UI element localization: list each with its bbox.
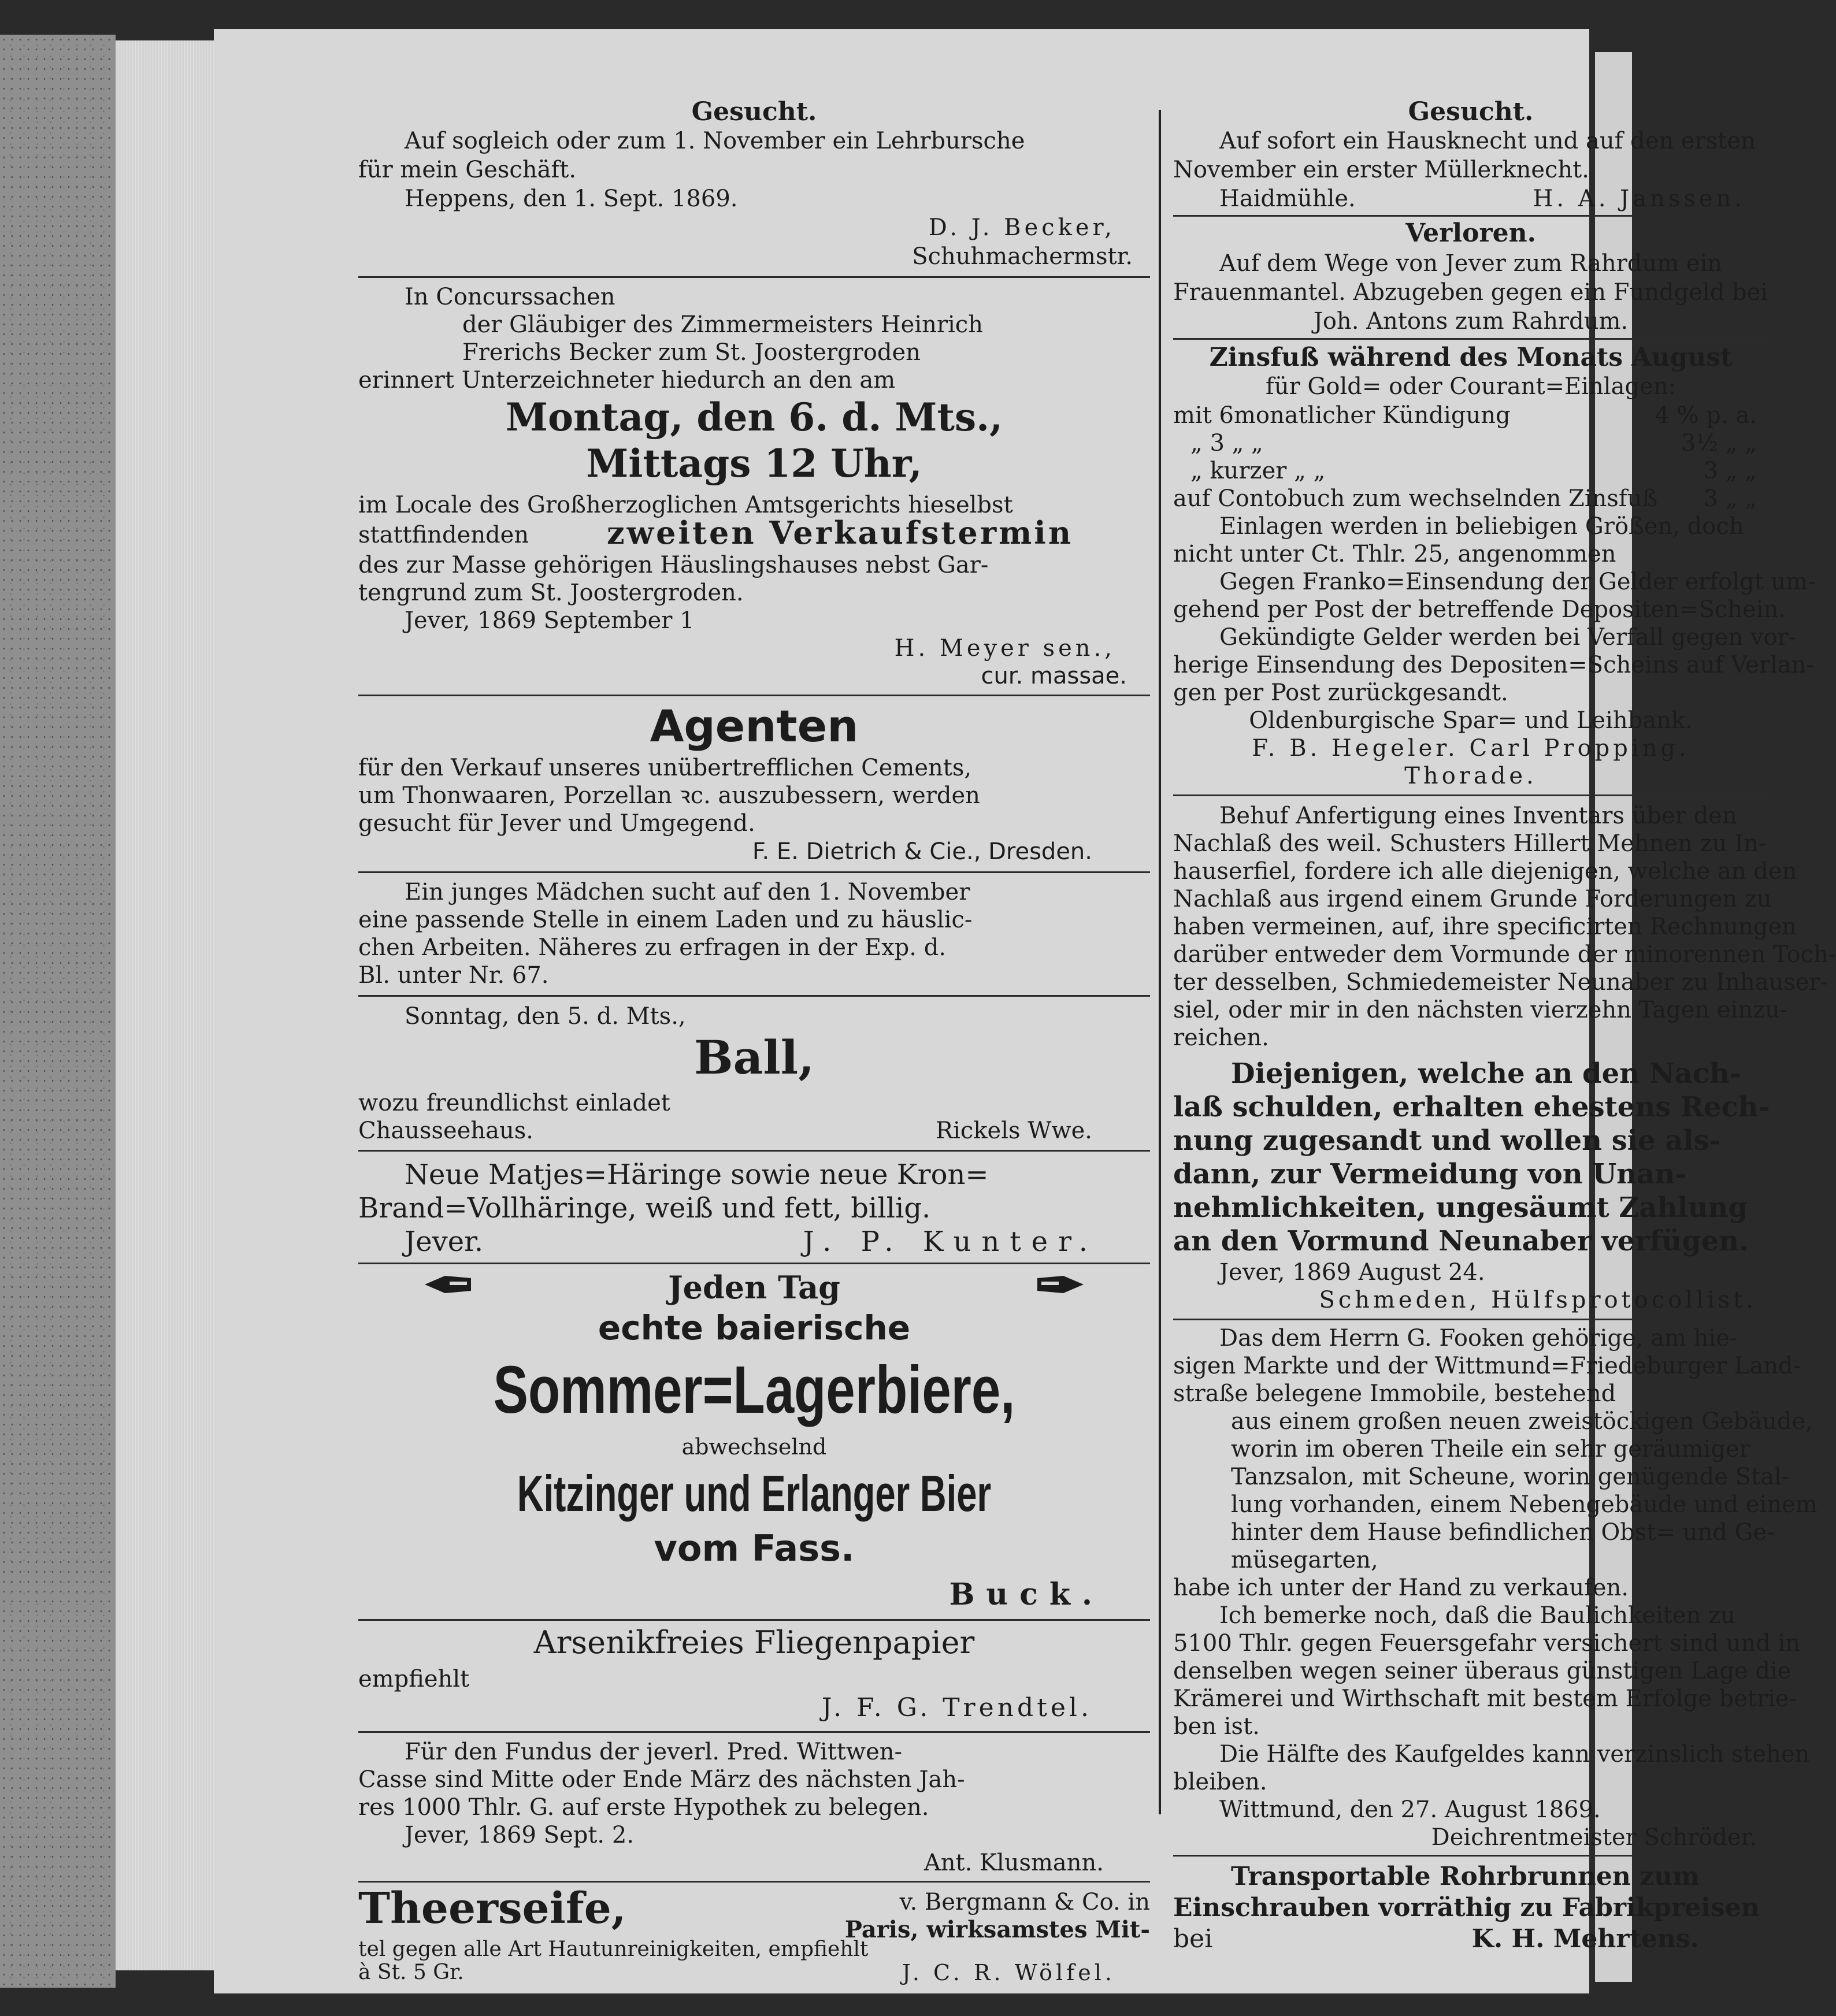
ad-text-line: für Gold= oder Courant=Einlagen: [1266,373,1676,400]
ad-text-line: Brand=Vollhäringe, weiß und fett, billig. [358,1192,931,1224]
ad-bold-line: Einschrauben vorräthig zu Fabrikpreisen [1173,1893,1760,1922]
signature: H. A. Janssen. [1533,185,1745,212]
ad-bold-line: Diejenigen, welche an den Nach- [1231,1057,1741,1090]
ad-heading: Verloren. [1405,218,1536,248]
ad-heading: Ball, [693,1030,815,1085]
place-date: Jever, 1869 September 1 [405,607,695,634]
ad-divider [358,995,1150,997]
ad-text-line: Casse sind Mitte oder Ende März des nächsten Jah- [358,1766,965,1793]
ad-text-line: Auf sofort ein Hausknecht und auf den ersten [1219,128,1756,154]
rate-label: auf Contobuch zum wechselnden Zinsfuß [1173,485,1658,512]
ad-text-line: gen per Post zurückgesandt. [1173,680,1508,706]
place-date: Jever, 1869 August 24. [1219,1259,1485,1286]
ad-heading: Theerseife, [358,1884,626,1933]
ad-text-line: straße belegene Immobile, bestehend [1173,1380,1616,1407]
ad-big-line: Mittags 12 Uhr, [586,441,922,486]
ad-text-line: Gekündigte Gelder werden bei Verfall gegen vor- [1219,624,1797,651]
ad-bold-line: nung zugesandt und wollen sie als- [1173,1124,1721,1157]
ad-divider [1173,338,1768,340]
ad-text-line: im Locale des Großherzoglichen Amtsgerichts hieselbst [358,492,1013,518]
ad-text-line: chen Arbeiten. Näheres zu erfragen in der Exp. d. [358,934,947,961]
signature: Schmeden, Hülfsprotocollist. [1319,1287,1757,1313]
signature: J. F. G. Trendtel. [821,1693,1092,1722]
ad-text-line: Jeden Tag [668,1269,840,1306]
signature-line2: Schuhmachermstr. [912,243,1133,270]
ad-text-line: für den Verkauf unseres unübertrefflichen Cements, [358,755,972,781]
signature-line2: cur. massae. [981,663,1127,689]
signature: J. P. Kunter. [803,1226,1098,1258]
ad-text-line: der Gläubiger des Zimmermeisters Heinrich [462,311,983,338]
rate-label: „ kurzer „ „ [1190,458,1326,484]
ad-text-line: vom Fass. [654,1527,855,1569]
ad-text-line: Auf dem Wege von Jever zum Rahrdum ein [1219,250,1723,277]
ad-text-line: Frerichs Becker zum St. Joostergroden [462,339,921,366]
ad-bold-line: an den Vormund Neunaber verfügen. [1173,1225,1749,1257]
ad-text-line: tengrund zum St. Joostergroden. [358,580,744,606]
ad-text-line: um Thonwaaren, Porzellan ꝛc. auszubessern, werden [358,782,980,809]
ad-bold-line: zweiten Verkaufstermin [607,514,1074,551]
pointing-hand-right-icon [1034,1270,1086,1299]
ad-heading: Gesucht. [1408,97,1534,127]
ad-text-line: Die Hälfte des Kaufgeldes kann verzinslich stehen [1219,1741,1810,1768]
ad-text-line: v. Bergmann & Co. in [899,1889,1150,1915]
ad-big-line: Sommer=Lagerbiere, [493,1352,1015,1427]
rate-label: „ 3 „ „ [1190,430,1263,456]
newspaper-page [214,29,1836,1993]
rate-value: 3 „ „ [1703,485,1757,512]
ad-divider [1173,1319,1768,1320]
place: Jever. [405,1226,484,1258]
rate-value: 3½ „ „ [1681,430,1757,456]
ad-text-line: wozu freundlichst einladet [358,1090,670,1116]
ad-divider [358,1881,1150,1883]
ad-text-line: Nachlaß aus irgend einem Grunde Forderungen zu [1173,886,1772,912]
page-edges [116,40,220,1970]
ad-text-line: echte baierische [598,1308,911,1347]
signature: Thorade. [1404,763,1537,789]
ad-text-line: November ein erster Müllerknecht. [1173,157,1589,183]
ad-text-line: lung vorhanden, einem Nebengebäude und einem [1231,1491,1818,1518]
ad-text-line: Frauenmantel. Abzugeben gegen ein Fundgeld bei [1173,279,1768,306]
ad-divider [358,1150,1150,1152]
ad-text-line: empfiehlt [358,1666,470,1692]
signature: Deichrentmeister Schröder. [1431,1824,1757,1851]
ad-text-line: Ein junges Mädchen sucht auf den 1. November [405,879,970,905]
book-cover [0,35,116,1988]
ad-text-line: reichen. [1173,1024,1269,1051]
ad-divider [1173,1855,1768,1857]
ad-divider [1173,215,1768,217]
ad-text-line: Das dem Herrn G. Fooken gehörige, am hie- [1219,1325,1738,1352]
ad-text-line: res 1000 Thlr. G. auf erste Hypothek zu belegen. [358,1794,929,1821]
signature: H. Meyer sen., [894,635,1115,662]
ad-text-line: In Concurssachen [405,284,615,310]
ad-big-line: Montag, den 6. d. Mts., [505,395,1003,440]
place: Haidmühle. [1219,185,1356,212]
ad-text-line: Gegen Franko=Einsendung der Gelder erfolgt um- [1219,569,1816,595]
ad-text-line: Sonntag, den 5. d. Mts., [405,1003,686,1030]
ad-heading: Gesucht. [691,97,817,127]
place-date: Wittmund, den 27. August 1869. [1219,1796,1601,1823]
ad-text-line: Einlagen werden in beliebigen Größen, doch [1219,513,1744,540]
rate-label: mit 6monatlicher Kündigung [1173,402,1511,429]
bank-name: Oldenburgische Spar= und Leihbank. [1249,707,1693,734]
ad-text-line: aus einem großen neuen zweistöckigen Gebäude, [1231,1408,1813,1435]
ad-text-line: worin im oberen Theile ein sehr geräumiger [1231,1436,1750,1462]
ad-divider [358,276,1150,278]
ad-text-line: Krämerei und Wirthschaft mit bestem Erfolge betrie- [1173,1685,1797,1712]
ad-divider [358,1731,1150,1733]
ad-text-line: habe ich unter der Hand zu verkaufen. [1173,1575,1629,1601]
ad-text-line: Neue Matjes=Häringe sowie neue Kron= [405,1159,989,1191]
ad-text-line: bei [1173,1924,1213,1954]
ad-bold-line: nehmlichkeiten, ungesäumt Zahlung [1173,1191,1748,1224]
ad-text-line: müsegarten, [1231,1547,1378,1573]
place-date: Heppens, den 1. Sept. 1869. [405,185,738,212]
signature: Buck. [949,1577,1104,1612]
signature: J. C. R. Wölfel. [902,1960,1115,1985]
column-rule [1159,110,1161,1814]
ad-bold-line: Transportable Rohrbrunnen zum [1231,1862,1700,1891]
ad-text-line: abwechselnd [681,1434,827,1460]
ad-heading: Zinsfuß während des Monats August [1209,343,1733,372]
ad-text-line: siel, oder mir in den nächsten vierzehn Tagen einzu- [1173,997,1788,1023]
ad-text-line: ter desselben, Schmiedemeister Neunaber zu Inhauser- [1173,969,1828,996]
ad-text-line: hinter dem Hause befindlichen Obst= und Ge- [1231,1519,1775,1546]
ad-text-line: haben vermeinen, auf, ihre specificirten Rechnungen [1173,914,1797,940]
ad-text-line: 5100 Thlr. gegen Feuersgefahr versichert sind und in [1173,1630,1801,1657]
ad-text-line: ben ist. [1173,1713,1260,1740]
rate-value: 4 % p. a. [1655,402,1757,429]
ad-text-line: eine passende Stelle in einem Laden und zu häuslic- [358,907,973,933]
ad-text-line: hauserfiel, fordere ich alle diejenigen, welche an den [1173,858,1797,885]
ad-text-line: gesucht für Jever und Umgegend. [358,810,755,837]
ad-text-line: herige Einsendung des Depositen=Scheins auf Verlan- [1173,652,1814,678]
ad-text-line: für mein Geschäft. [358,157,577,183]
ad-heading: Agenten [650,700,859,752]
ad-heading: Arsenikfreies Fliegenpapier [533,1624,975,1661]
ad-bold-line: laß schulden, erhalten ehestens Rech- [1173,1091,1770,1123]
signature: Rickels Wwe. [936,1117,1092,1144]
ad-divider [358,1619,1150,1621]
ad-text-line: Paris, wirksamstes Mit- [844,1916,1150,1943]
ad-text-line: tel gegen alle Art Hautunreinigkeiten, empfiehlt [358,1937,869,1961]
ad-bold-line: dann, zur Vermeidung von Unan- [1173,1158,1687,1190]
ad-text-line: bleiben. [1173,1769,1267,1795]
signature: F. B. Hegeler. Carl Propping. [1252,735,1690,762]
ad-divider [358,1263,1150,1264]
ad-text-line: à St. 5 Gr. [358,1961,464,1984]
ad-text-line: Joh. Antons zum Rahrdum. [1313,308,1629,335]
ad-text-line: erinnert Unterzeichneter hiedurch an den am [358,367,896,393]
ad-big-line: Kitzinger und Erlanger Bier [517,1465,992,1522]
ad-text-line: denselben wegen seiner überaus günstigen Lage die [1173,1658,1792,1684]
signature: F. E. Dietrich & Cie., Dresden. [752,838,1092,865]
place: Chausseehaus. [358,1117,533,1144]
ad-text-line: Bl. unter Nr. 67. [358,962,549,989]
ad-text-line: des zur Masse gehörigen Häuslingshauses nebst Gar- [358,552,989,578]
ad-text-line: nicht unter Ct. Thlr. 25, angenommen [1173,541,1616,567]
ad-text-line: Ich bemerke noch, daß die Baulichkeiten zu [1219,1602,1735,1629]
signature: Ant. Klusmann. [923,1850,1104,1876]
ad-divider [1173,794,1768,796]
ad-text-line: sigen Markte und der Wittmund=Friedeburger Land- [1173,1353,1801,1379]
ad-text-line: gehend per Post der betreffende Depositen=Schein. [1173,596,1786,623]
ad-text-line: Für den Fundus der jeverl. Pred. Wittwen- [405,1739,903,1765]
signature: K. H. Mehrtens. [1471,1924,1699,1954]
ad-text-line: Behuf Anfertigung eines Inventars über den [1219,803,1737,829]
signature: D. J. Becker, [928,214,1115,241]
rate-value: 3 „ „ [1703,458,1757,484]
ad-text-line: darüber entweder dem Vormunde der minorennen Toch- [1173,941,1836,968]
ad-divider [358,695,1150,696]
place-date: Jever, 1869 Sept. 2. [405,1822,634,1848]
ad-text-line: stattfindenden [358,522,529,548]
ad-divider [358,871,1150,873]
ad-text-line: Tanzsalon, mit Scheune, worin genügende Stal- [1231,1464,1790,1490]
ad-text-line: Auf sogleich oder zum 1. November ein Lehrbursche [405,128,1025,154]
ad-text-line: Nachlaß des weil. Schusters Hillert Mehnen zu In- [1173,830,1767,857]
